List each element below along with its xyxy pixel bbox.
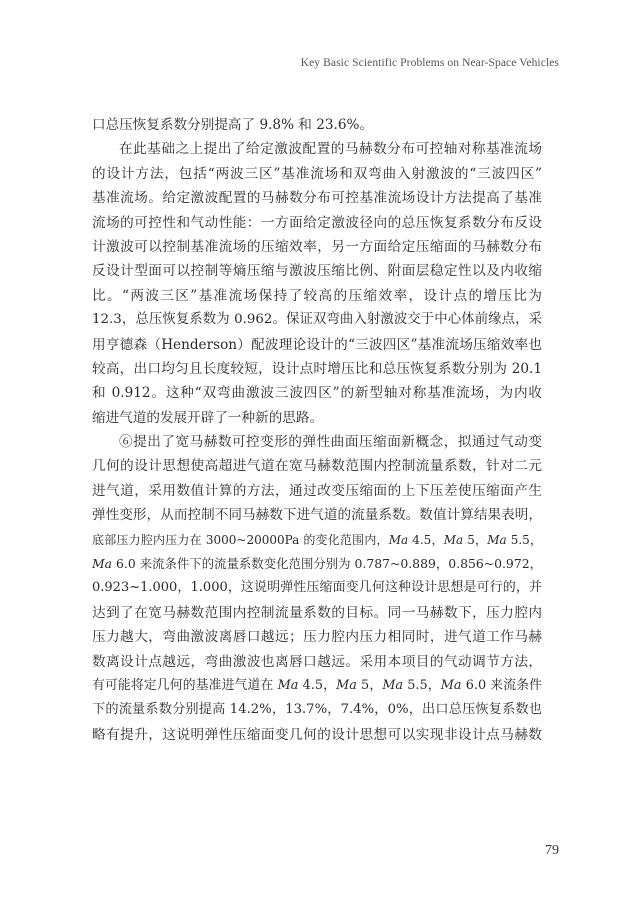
text-line: 较高，出口均匀且长度较短，设计点时增压比和总压恢复系数分别为 20.1 bbox=[92, 360, 542, 377]
text-line: 口总压恢复系数分别提高了 9.8% 和 23.6%。 bbox=[92, 117, 373, 133]
text-line: 用亨德森（Henderson）配波理论设计的“三波四区”基准流场压缩效率也 bbox=[92, 336, 542, 353]
text-line: 在此基础之上提出了给定激波配置的马赫数分布可控轴对称基准流场 bbox=[119, 141, 542, 158]
body-text bbox=[92, 113, 542, 747]
text-line: 略有提升，这说明弹性压缩面变几何的设计思想可以实现非设计点马赫数 bbox=[92, 726, 542, 743]
text-line: 弹性变形，从而控制不同马赫数下进气道的流量系数。数值计算结果表明， bbox=[92, 507, 542, 524]
text-line: 流场的可控性和气动性能：一方面给定激波径向的总压恢复系数分布反设 bbox=[92, 214, 542, 231]
text-line: 数离设计点越远，弯曲激波也离唇口越远。采用本项目的气动调节方法， bbox=[92, 653, 542, 670]
text-line: 有可能将定几何的基准进气道在 Ma 4.5，Ma 5，Ma 5.5，Ma 6.0 来流条件 bbox=[92, 677, 542, 693]
running-header: Key Basic Scientific Problems on Near-Space Vehicles bbox=[300, 57, 559, 69]
text-line: 和 0.912。这种“双弯曲激波三波四区”的新型轴对称基准流场，为内收 bbox=[92, 385, 542, 402]
text-line: 进气道，采用数值计算的方法，通过改变压缩面的上下压差使压缩面产生 bbox=[92, 482, 542, 499]
text-line: Ma 6.0 来流条件下的流量系数变化范围分别为 0.787~0.889，0.856~0.972， bbox=[92, 556, 542, 572]
text-line: 压力越大，弯曲激波离唇口越远；压力腔内压力相同时，进气道工作马赫 bbox=[92, 629, 542, 646]
text-line: 基准流场。给定激波配置的马赫数分布可控基准流场设计方法提高了基准 bbox=[92, 190, 542, 207]
text-line: 计激波可以控制基准流场的压缩效率，另一方面给定压缩面的马赫数分布 bbox=[92, 238, 542, 255]
text-line: 比。“两波三区”基准流场保持了较高的压缩效率，设计点的增压比为 bbox=[92, 287, 542, 304]
text-line: 反设计型面可以控制等熵压缩与激波压缩比例、附面层稳定性以及内收缩 bbox=[92, 263, 542, 280]
text-line: 0.923~1.000，1.000，这说明弹性压缩面变几何这种设计思想是可行的，并 bbox=[92, 580, 542, 596]
text-line: 几何的设计思想使高超进气道在宽马赫数范围内控制流量系数，针对二元 bbox=[92, 458, 542, 475]
text-line: 底部压力腔内压力在 3000~20000Pa 的变化范围内，Ma 4.5，Ma 5，Ma 5.5， bbox=[92, 532, 542, 547]
text-line: 12.3，总压恢复系数为 0.962。保证双弯曲入射激波交于中心体前缘点，采 bbox=[92, 312, 542, 328]
text-line: ⑥提出了宽马赫数可控变形的弹性曲面压缩面新概念，拟通过气动变 bbox=[119, 434, 542, 451]
text-line: 的设计方法，包括“两波三区”基准流场和双弯曲入射激波的“三波四区” bbox=[92, 165, 542, 182]
text-line: 达到了在宽马赫数范围内控制流量系数的目标。同一马赫数下，压力腔内 bbox=[92, 604, 542, 621]
text-line: 缩进气道的发展开辟了一种新的思路。 bbox=[92, 409, 324, 426]
page-number: 79 bbox=[545, 843, 559, 858]
text-line: 下的流量系数分别提高 14.2%，13.7%，7.4%，0%，出口总压恢复系数也 bbox=[92, 702, 542, 718]
